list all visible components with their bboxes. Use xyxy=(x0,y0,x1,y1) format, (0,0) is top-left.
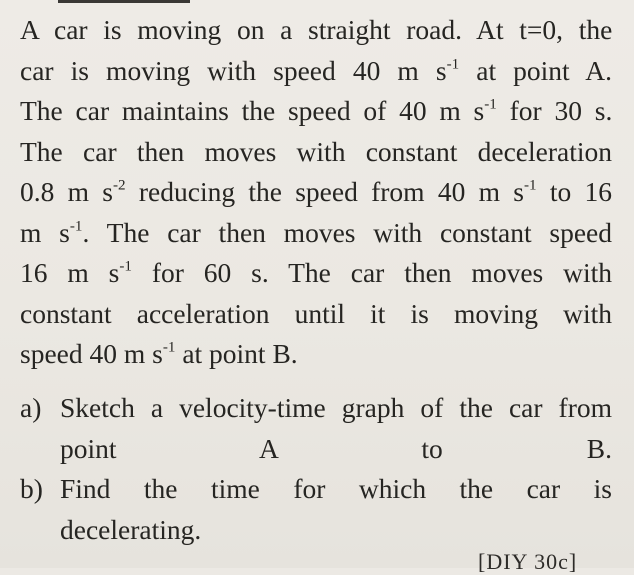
stem-line-4: The car then moves with constant deceleration xyxy=(20,135,612,167)
stem-line-2: car is moving with speed 40 m $s^{-1}$ at point A. xyxy=(20,54,612,86)
part-a-label: a) xyxy=(20,392,42,423)
stem-line-3: The car maintains the speed of 40 m $s^{-1}$ for 30 s. xyxy=(20,95,613,126)
stem-line-9: speed 40 m $s^{-1}$ at point B. xyxy=(20,338,298,369)
part-b-text: Find the time for which the car is decelerating. xyxy=(60,473,612,545)
part-a xyxy=(20,388,612,469)
stem-line-7: 16 m $s^{-1}$ for 60 s. The car then moves with xyxy=(20,257,612,288)
question-stem xyxy=(20,10,612,375)
stem-line-6: m $s^{-1}$. The car then moves with constant speed xyxy=(20,216,612,248)
stem-line-1: A car is moving on a straight road. At t=0, the xyxy=(20,14,613,45)
part-a-text: Sketch a velocity-time graph of the car from point A to B. xyxy=(60,392,612,464)
part-b-label: b) xyxy=(20,473,43,504)
top-rule-divider xyxy=(58,0,190,3)
stem-line-5: 0.8 m $s^{-2}$ reducing the speed from 40 m $s^{-1}$ to 16 xyxy=(20,176,612,207)
part-b xyxy=(20,469,612,550)
stem-line-8: constant acceleration until it is moving with xyxy=(20,297,612,329)
source-reference-tag: [DIY 30c] xyxy=(478,549,578,574)
